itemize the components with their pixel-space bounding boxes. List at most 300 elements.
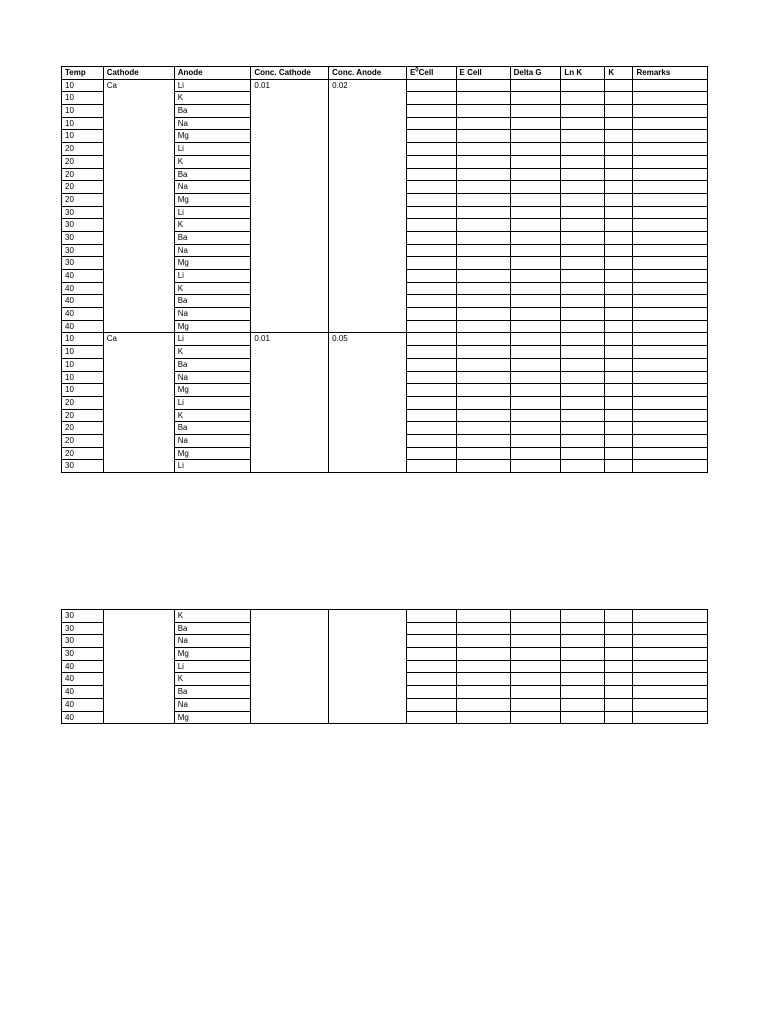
ln-k-cell bbox=[561, 257, 605, 270]
delta-g-cell bbox=[510, 219, 561, 232]
eo-cell-cell bbox=[406, 698, 456, 711]
ln-k-cell bbox=[561, 648, 605, 661]
conc-cathode-cell: 0.01 bbox=[251, 79, 329, 333]
temp-cell: 20 bbox=[62, 396, 104, 409]
e-cell-cell bbox=[456, 320, 510, 333]
cathode-cell: Ca bbox=[103, 333, 174, 473]
eo-cell-cell bbox=[406, 117, 456, 130]
eo-cell-cell bbox=[406, 358, 456, 371]
anode-cell: K bbox=[174, 282, 251, 295]
e-cell-cell bbox=[456, 447, 510, 460]
anode-cell: K bbox=[174, 92, 251, 105]
remarks-cell bbox=[633, 371, 708, 384]
anode-cell: Na bbox=[174, 181, 251, 194]
header-eo-cell-suffix: Cell bbox=[418, 68, 434, 77]
e-cell-cell bbox=[456, 460, 510, 473]
eo-cell-cell bbox=[406, 143, 456, 156]
remarks-cell bbox=[633, 79, 708, 92]
cathode-cell bbox=[103, 610, 174, 724]
temp-cell: 30 bbox=[62, 460, 104, 473]
eo-cell-cell bbox=[406, 660, 456, 673]
header-temp: Temp bbox=[62, 67, 104, 80]
e-cell-cell bbox=[456, 333, 510, 346]
anode-cell: Ba bbox=[174, 231, 251, 244]
temp-cell: 30 bbox=[62, 610, 104, 623]
table-row bbox=[62, 610, 708, 623]
k-cell bbox=[605, 346, 633, 359]
delta-g-cell bbox=[510, 384, 561, 397]
k-cell bbox=[605, 193, 633, 206]
delta-g-cell bbox=[510, 610, 561, 623]
ln-k-cell bbox=[561, 130, 605, 143]
header-row bbox=[62, 67, 708, 80]
temp-cell: 20 bbox=[62, 447, 104, 460]
remarks-cell bbox=[633, 193, 708, 206]
conc-cathode-cell: 0.01 bbox=[251, 333, 329, 473]
eo-cell-cell bbox=[406, 105, 456, 118]
anode-cell: K bbox=[174, 155, 251, 168]
temp-cell: 30 bbox=[62, 231, 104, 244]
ln-k-cell bbox=[561, 219, 605, 232]
temp-cell: 40 bbox=[62, 660, 104, 673]
ln-k-cell bbox=[561, 282, 605, 295]
delta-g-cell bbox=[510, 117, 561, 130]
temp-cell: 40 bbox=[62, 320, 104, 333]
eo-cell-cell bbox=[406, 231, 456, 244]
delta-g-cell bbox=[510, 711, 561, 724]
remarks-cell bbox=[633, 434, 708, 447]
ln-k-cell bbox=[561, 295, 605, 308]
temp-cell: 10 bbox=[62, 371, 104, 384]
e-cell-cell bbox=[456, 117, 510, 130]
k-cell bbox=[605, 206, 633, 219]
k-cell bbox=[605, 422, 633, 435]
remarks-cell bbox=[633, 698, 708, 711]
delta-g-cell bbox=[510, 422, 561, 435]
delta-g-cell bbox=[510, 282, 561, 295]
k-cell bbox=[605, 219, 633, 232]
delta-g-cell bbox=[510, 270, 561, 283]
k-cell bbox=[605, 711, 633, 724]
e-cell-cell bbox=[456, 610, 510, 623]
e-cell-cell bbox=[456, 219, 510, 232]
anode-cell: Mg bbox=[174, 384, 251, 397]
k-cell bbox=[605, 231, 633, 244]
temp-cell: 20 bbox=[62, 422, 104, 435]
e-cell-cell bbox=[456, 79, 510, 92]
ln-k-cell bbox=[561, 409, 605, 422]
eo-cell-cell bbox=[406, 206, 456, 219]
delta-g-cell bbox=[510, 371, 561, 384]
remarks-cell bbox=[633, 155, 708, 168]
ln-k-cell bbox=[561, 434, 605, 447]
ln-k-cell bbox=[561, 181, 605, 194]
remarks-cell bbox=[633, 270, 708, 283]
ln-k-cell bbox=[561, 79, 605, 92]
ln-k-cell bbox=[561, 610, 605, 623]
temp-cell: 20 bbox=[62, 155, 104, 168]
anode-cell: Mg bbox=[174, 257, 251, 270]
remarks-cell bbox=[633, 396, 708, 409]
anode-cell: Na bbox=[174, 698, 251, 711]
ln-k-cell bbox=[561, 320, 605, 333]
anode-cell: Ba bbox=[174, 422, 251, 435]
anode-cell: Ba bbox=[174, 358, 251, 371]
k-cell bbox=[605, 320, 633, 333]
remarks-cell bbox=[633, 92, 708, 105]
delta-g-cell bbox=[510, 295, 561, 308]
remarks-cell bbox=[633, 358, 708, 371]
ln-k-cell bbox=[561, 270, 605, 283]
e-cell-cell bbox=[456, 434, 510, 447]
eo-cell-cell bbox=[406, 371, 456, 384]
temp-cell: 40 bbox=[62, 270, 104, 283]
anode-cell: Mg bbox=[174, 130, 251, 143]
delta-g-cell bbox=[510, 231, 561, 244]
eo-cell-cell bbox=[406, 333, 456, 346]
temp-cell: 30 bbox=[62, 244, 104, 257]
conc-anode-cell bbox=[329, 610, 407, 724]
anode-cell: Mg bbox=[174, 320, 251, 333]
ln-k-cell bbox=[561, 673, 605, 686]
k-cell bbox=[605, 384, 633, 397]
anode-cell: Li bbox=[174, 143, 251, 156]
header-anode: Anode bbox=[174, 67, 251, 80]
eo-cell-cell bbox=[406, 460, 456, 473]
conc-cathode-cell bbox=[251, 610, 329, 724]
anode-cell: Mg bbox=[174, 447, 251, 460]
eo-cell-cell bbox=[406, 295, 456, 308]
k-cell bbox=[605, 168, 633, 181]
k-cell bbox=[605, 686, 633, 699]
anode-cell: Ba bbox=[174, 168, 251, 181]
anode-cell: Na bbox=[174, 117, 251, 130]
k-cell bbox=[605, 635, 633, 648]
temp-cell: 30 bbox=[62, 635, 104, 648]
e-cell-cell bbox=[456, 168, 510, 181]
eo-cell-cell bbox=[406, 648, 456, 661]
header-conc-anode: Conc. Anode bbox=[329, 67, 407, 80]
e-cell-cell bbox=[456, 244, 510, 257]
ln-k-cell bbox=[561, 168, 605, 181]
remarks-cell bbox=[633, 143, 708, 156]
ln-k-cell bbox=[561, 358, 605, 371]
delta-g-cell bbox=[510, 155, 561, 168]
header-delta-g: Delta G bbox=[510, 67, 561, 80]
eo-cell-cell bbox=[406, 447, 456, 460]
temp-cell: 40 bbox=[62, 686, 104, 699]
anode-cell: Li bbox=[174, 396, 251, 409]
ln-k-cell bbox=[561, 622, 605, 635]
e-cell-cell bbox=[456, 648, 510, 661]
remarks-cell bbox=[633, 686, 708, 699]
delta-g-cell bbox=[510, 622, 561, 635]
ln-k-cell bbox=[561, 333, 605, 346]
remarks-cell bbox=[633, 320, 708, 333]
eo-cell-cell bbox=[406, 270, 456, 283]
delta-g-cell bbox=[510, 257, 561, 270]
temp-cell: 20 bbox=[62, 434, 104, 447]
temp-cell: 40 bbox=[62, 308, 104, 321]
anode-cell: Mg bbox=[174, 193, 251, 206]
eo-cell-cell bbox=[406, 92, 456, 105]
e-cell-cell bbox=[456, 371, 510, 384]
k-cell bbox=[605, 308, 633, 321]
delta-g-cell bbox=[510, 434, 561, 447]
remarks-cell bbox=[633, 244, 708, 257]
delta-g-cell bbox=[510, 635, 561, 648]
e-cell-cell bbox=[456, 270, 510, 283]
eo-cell-cell bbox=[406, 244, 456, 257]
header-e-cell: E Cell bbox=[456, 67, 510, 80]
delta-g-cell bbox=[510, 460, 561, 473]
eo-cell-cell bbox=[406, 622, 456, 635]
delta-g-cell bbox=[510, 358, 561, 371]
temp-cell: 40 bbox=[62, 295, 104, 308]
ln-k-cell bbox=[561, 244, 605, 257]
k-cell bbox=[605, 282, 633, 295]
temp-cell: 10 bbox=[62, 358, 104, 371]
delta-g-cell bbox=[510, 206, 561, 219]
ln-k-cell bbox=[561, 635, 605, 648]
e-cell-cell bbox=[456, 711, 510, 724]
remarks-cell bbox=[633, 333, 708, 346]
temp-cell: 20 bbox=[62, 168, 104, 181]
header-eo-cell-prefix: E bbox=[409, 68, 416, 77]
cathode-cell: Ca bbox=[103, 79, 174, 333]
eo-cell-cell bbox=[406, 257, 456, 270]
k-cell bbox=[605, 460, 633, 473]
delta-g-cell bbox=[510, 92, 561, 105]
eo-cell-cell bbox=[406, 384, 456, 397]
k-cell bbox=[605, 181, 633, 194]
header-ln-k: Ln K bbox=[561, 67, 605, 80]
anode-cell: K bbox=[174, 409, 251, 422]
e-cell-cell bbox=[456, 384, 510, 397]
anode-cell: Li bbox=[174, 79, 251, 92]
temp-cell: 30 bbox=[62, 219, 104, 232]
temp-cell: 30 bbox=[62, 206, 104, 219]
temp-cell: 20 bbox=[62, 409, 104, 422]
k-cell bbox=[605, 447, 633, 460]
e-cell-cell bbox=[456, 295, 510, 308]
anode-cell: Ba bbox=[174, 295, 251, 308]
eo-cell-cell bbox=[406, 79, 456, 92]
anode-cell: K bbox=[174, 610, 251, 623]
ln-k-cell bbox=[561, 92, 605, 105]
delta-g-cell bbox=[510, 673, 561, 686]
anode-cell: Li bbox=[174, 333, 251, 346]
e-cell-cell bbox=[456, 257, 510, 270]
e-cell-cell bbox=[456, 660, 510, 673]
remarks-cell bbox=[633, 130, 708, 143]
anode-cell: Mg bbox=[174, 648, 251, 661]
anode-cell: Li bbox=[174, 206, 251, 219]
conc-anode-cell: 0.05 bbox=[329, 333, 407, 473]
ln-k-cell bbox=[561, 231, 605, 244]
remarks-cell bbox=[633, 648, 708, 661]
eo-cell-cell bbox=[406, 422, 456, 435]
remarks-cell bbox=[633, 409, 708, 422]
ln-k-cell bbox=[561, 396, 605, 409]
eo-cell-cell bbox=[406, 686, 456, 699]
anode-cell: Li bbox=[174, 270, 251, 283]
e-cell-cell bbox=[456, 622, 510, 635]
header-k: K bbox=[605, 67, 633, 80]
delta-g-cell bbox=[510, 447, 561, 460]
e-cell-cell bbox=[456, 422, 510, 435]
delta-g-cell bbox=[510, 79, 561, 92]
delta-g-cell bbox=[510, 105, 561, 118]
ln-k-cell bbox=[561, 698, 605, 711]
temp-cell: 30 bbox=[62, 648, 104, 661]
delta-g-cell bbox=[510, 686, 561, 699]
k-cell bbox=[605, 358, 633, 371]
k-cell bbox=[605, 270, 633, 283]
remarks-cell bbox=[633, 257, 708, 270]
ln-k-cell bbox=[561, 686, 605, 699]
remarks-cell bbox=[633, 295, 708, 308]
ln-k-cell bbox=[561, 346, 605, 359]
k-cell bbox=[605, 698, 633, 711]
remarks-cell bbox=[633, 219, 708, 232]
eo-cell-cell bbox=[406, 168, 456, 181]
delta-g-cell bbox=[510, 193, 561, 206]
anode-cell: Ba bbox=[174, 105, 251, 118]
table-row bbox=[62, 79, 708, 92]
remarks-cell bbox=[633, 422, 708, 435]
ln-k-cell bbox=[561, 105, 605, 118]
temp-cell: 20 bbox=[62, 143, 104, 156]
e-cell-cell bbox=[456, 308, 510, 321]
temp-cell: 10 bbox=[62, 384, 104, 397]
remarks-cell bbox=[633, 622, 708, 635]
k-cell bbox=[605, 244, 633, 257]
experiment-table-part-1 bbox=[61, 66, 708, 473]
remarks-cell bbox=[633, 282, 708, 295]
eo-cell-cell bbox=[406, 130, 456, 143]
delta-g-cell bbox=[510, 143, 561, 156]
k-cell bbox=[605, 409, 633, 422]
experiment-table-part-2 bbox=[61, 609, 708, 724]
header-eo-cell bbox=[406, 67, 456, 80]
header-cathode: Cathode bbox=[103, 67, 174, 80]
temp-cell: 40 bbox=[62, 711, 104, 724]
temp-cell: 10 bbox=[62, 333, 104, 346]
e-cell-cell bbox=[456, 282, 510, 295]
delta-g-cell bbox=[510, 130, 561, 143]
temp-cell: 20 bbox=[62, 193, 104, 206]
ln-k-cell bbox=[561, 155, 605, 168]
eo-cell-cell bbox=[406, 434, 456, 447]
eo-cell-cell bbox=[406, 610, 456, 623]
anode-cell: Na bbox=[174, 434, 251, 447]
delta-g-cell bbox=[510, 409, 561, 422]
ln-k-cell bbox=[561, 308, 605, 321]
k-cell bbox=[605, 79, 633, 92]
e-cell-cell bbox=[456, 143, 510, 156]
delta-g-cell bbox=[510, 320, 561, 333]
remarks-cell bbox=[633, 206, 708, 219]
ln-k-cell bbox=[561, 143, 605, 156]
e-cell-cell bbox=[456, 231, 510, 244]
remarks-cell bbox=[633, 635, 708, 648]
anode-cell: Li bbox=[174, 660, 251, 673]
eo-cell-cell bbox=[406, 219, 456, 232]
remarks-cell bbox=[633, 460, 708, 473]
anode-cell: Mg bbox=[174, 711, 251, 724]
e-cell-cell bbox=[456, 635, 510, 648]
ln-k-cell bbox=[561, 384, 605, 397]
header-remarks: Remarks bbox=[633, 67, 708, 80]
table-row bbox=[62, 333, 708, 346]
ln-k-cell bbox=[561, 711, 605, 724]
remarks-cell bbox=[633, 168, 708, 181]
temp-cell: 30 bbox=[62, 257, 104, 270]
e-cell-cell bbox=[456, 92, 510, 105]
anode-cell: Ba bbox=[174, 622, 251, 635]
ln-k-cell bbox=[561, 460, 605, 473]
k-cell bbox=[605, 130, 633, 143]
anode-cell: Na bbox=[174, 635, 251, 648]
temp-cell: 40 bbox=[62, 698, 104, 711]
e-cell-cell bbox=[456, 181, 510, 194]
k-cell bbox=[605, 396, 633, 409]
temp-cell: 10 bbox=[62, 105, 104, 118]
e-cell-cell bbox=[456, 130, 510, 143]
remarks-cell bbox=[633, 231, 708, 244]
eo-cell-cell bbox=[406, 635, 456, 648]
temp-cell: 40 bbox=[62, 282, 104, 295]
k-cell bbox=[605, 105, 633, 118]
e-cell-cell bbox=[456, 686, 510, 699]
e-cell-cell bbox=[456, 155, 510, 168]
anode-cell: Li bbox=[174, 460, 251, 473]
temp-cell: 10 bbox=[62, 130, 104, 143]
remarks-cell bbox=[633, 384, 708, 397]
anode-cell: Na bbox=[174, 244, 251, 257]
temp-cell: 10 bbox=[62, 117, 104, 130]
e-cell-cell bbox=[456, 673, 510, 686]
k-cell bbox=[605, 673, 633, 686]
e-cell-cell bbox=[456, 105, 510, 118]
delta-g-cell bbox=[510, 346, 561, 359]
eo-cell-cell bbox=[406, 711, 456, 724]
remarks-cell bbox=[633, 673, 708, 686]
ln-k-cell bbox=[561, 193, 605, 206]
e-cell-cell bbox=[456, 396, 510, 409]
k-cell bbox=[605, 143, 633, 156]
e-cell-cell bbox=[456, 346, 510, 359]
delta-g-cell bbox=[510, 333, 561, 346]
k-cell bbox=[605, 295, 633, 308]
remarks-cell bbox=[633, 117, 708, 130]
delta-g-cell bbox=[510, 308, 561, 321]
anode-cell: Na bbox=[174, 371, 251, 384]
remarks-cell bbox=[633, 181, 708, 194]
remarks-cell bbox=[633, 105, 708, 118]
ln-k-cell bbox=[561, 422, 605, 435]
k-cell bbox=[605, 257, 633, 270]
ln-k-cell bbox=[561, 206, 605, 219]
k-cell bbox=[605, 117, 633, 130]
temp-cell: 10 bbox=[62, 79, 104, 92]
eo-cell-cell bbox=[406, 308, 456, 321]
ln-k-cell bbox=[561, 660, 605, 673]
anode-cell: Na bbox=[174, 308, 251, 321]
anode-cell: K bbox=[174, 346, 251, 359]
temp-cell: 20 bbox=[62, 181, 104, 194]
